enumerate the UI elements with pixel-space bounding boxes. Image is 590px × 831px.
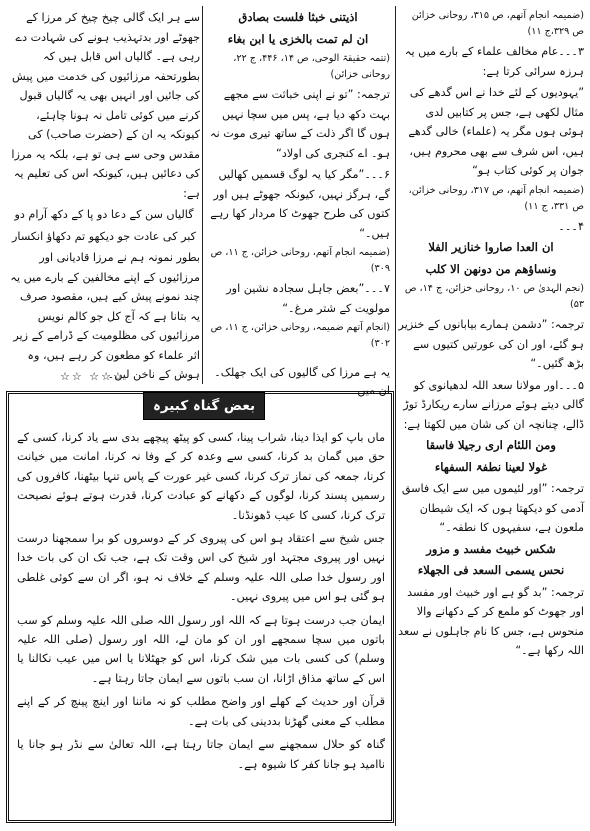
paragraph: جس شیخ سے اعتقاد ہو اس کی پیروی کر کے دوسروں کو برا سمجھنا درست نہیں اور پیروی مجتہد اور شیخ کی اس وقت تک ہے، جب تک ان کی بات خدا اور رسول خدا صلی اللہ علیہ وسلم کے خلاف نہ ہو، اگر ان سے کوئی غلطی ہو گئی ہو اس میں پیروی نہیں۔ xyxy=(17,532,385,604)
column-divider xyxy=(395,6,396,826)
reference: (نجم الہدیٰ ص ۱۰، روحانی خزائن، ج ۱۴، ص ۵۳) xyxy=(404,283,584,310)
left-column xyxy=(8,8,200,387)
paragraph: بطور نمونہ ہم نے مرزا قادیانی اور مرزائیوں کے اپنے مخالفین کے بارے میں یہ چند نمونے پیش کیے ہیں، مقصود صرف یہ بتانا ہے کہ آج کل جو کالم نویس مرزائیوں کی مظلومیت کے ڈرامے کے زیر اثر علماء کو مطعون کر رہے ہیں، وہ ہوش کے ناخن لیں۔ xyxy=(10,251,200,381)
star-divider: ☆☆ ☆☆☆ xyxy=(60,370,125,383)
paragraph: ۳۔۔۔عام مخالف علماء کے بارے میں یہ ہرزہ سرائی کرتا ہے: xyxy=(404,45,584,78)
arabic-verse: ان لم تمت بالخزی یا ابن بغاء xyxy=(227,31,369,46)
paragraph: ترجمہ: ”دشمن ہمارے بیابانوں کے خنزیر ہو گئے، اور ان کی عورتیں کتیوں سے بڑھ گئیں۔“ xyxy=(398,318,584,370)
paragraph: قرآن اور حدیث کے کھلے اور واضح مطلب کو نہ ماننا اور اینچ پینچ کر کے اپنے مطلب کے معنی گھڑنا بددینی کی بات ہے۔ xyxy=(17,695,385,728)
reference: (تتمہ حقیقۃ الوحی، ص ۱۴، ۴۴۶، ج ۲۲، روحانی خزائن) xyxy=(233,53,390,80)
box-body xyxy=(17,428,385,778)
paragraph: سے ہر ایک گالی چیخ چیخ کر مرزا کے جھوٹے اور بدتہذیب ہونے کی شہادت دے رہی ہے۔ گالیاں اس قابل ہیں کہ بطورتحفہ مرزائیوں کی خدمت میں پیش کی جائیں اور انہیں بھی یہ گالیاں قبول کرنے میں کوئی تامل نہ ہونا چاہئے، کیونکہ یہ ان کے (حضرت صاحب) کی مقدس وحی سے ہی تو ہے، بلکہ یہ مرزا کی دعائیں ہیں، کیونکہ اس کی تعلیم یہ ہے: xyxy=(11,11,200,200)
paragraph: ترجمہ: ”تو نے اپنی خباثت سے مجھے بہت دکھ دیا ہے، پس میں سچا نہیں ہوں گا اگر ذلت کے ساتھ تیری موت نہ ہو۔ اے کنجری کی اولاد“ xyxy=(210,88,390,160)
paragraph: ۷۔۔۔”بعض جاہل سجادہ نشین اور مولویت کے شتر مرغ۔“ xyxy=(226,282,390,315)
reference: (ضمیمہ انجام آتھم، روحانی خزائن، ج ۱۱، ص ۳۰۹) xyxy=(210,247,390,274)
box-title: بعض گناہ کبیرہ xyxy=(143,392,265,420)
poem-verse: گالیاں سن کے دعا دو پا کے دکھ آرام دو xyxy=(14,208,194,221)
arabic-verse: غولا لعینا نطفۃ السفھاء xyxy=(434,459,548,474)
paragraph: ”یہودیوں کے لئے خدا نے اس گدھے کی مثال لکھی ہے، جس پر کتابیں لدی ہوئی ہوں مگر یہ (علماء) خالی گدھے ہیں، اس شرف سے بھی محروم ہیں، جوان پر کوئی کتاب ہو“ xyxy=(408,86,584,177)
paragraph-lead: ۴۔۔۔ xyxy=(558,219,584,233)
column-divider xyxy=(202,6,203,384)
paragraph: ترجمہ: ”اور لئیموں میں سے ایک فاسق آدمی کو دیکھتا ہوں کہ ایک شیطان ملعون ہے، سفیہوں کا نطفہ۔“ xyxy=(401,482,584,534)
paragraph: ۵۔۔۔اور مولانا سعد اللہ لدھیانوی کو گالی دیتے ہوئے مرزانے سارے ریکارڈ توڑ ڈالے، چنانچہ ان کی شان میں لکھتا ہے: xyxy=(403,378,584,431)
reference: (ضمیمہ انجام آتھم، ص ۳۱۵، روحانی خزائن ص ۳۲۹،ج ۱۱) xyxy=(411,10,584,37)
arabic-verse: اذیتنی خبثا فلست بصادق xyxy=(238,10,358,24)
paragraph: ایمان جب درست ہوتا ہے کہ اللہ اور رسول اللہ صلی اللہ علیہ وسلم کو سب باتوں میں سچا سمجھے اور ان کو مان لے، اللہ اور رسول (صلی اللہ علیہ وسلم) کی کسی بات میں شک کرنا، اس کو جھٹلانا یا اس میں عیب نکالنا یا اس کے ساتھ مذاق اڑانا، ان سب باتوں سے ایمان جاتا رہتا ہے۔ xyxy=(17,613,385,685)
right-column xyxy=(398,8,584,663)
middle-column xyxy=(206,8,390,354)
paragraph: گناہ کو حلال سمجھنے سے ایمان جاتا رہتا ہے، اللہ تعالیٰ سے نڈر ہو جانا یا ناامید ہو جانا کفر کا شیوہ ہے۔ xyxy=(17,738,385,771)
arabic-verse: ومن اللئام اری رجیلا فاسقا xyxy=(426,438,556,452)
paragraph: ۶۔۔۔”مگر کیا یہ لوگ قسمیں کھالیں گے، ہرگز نہیں، کیونکہ جھوٹے ہیں اور کتوں کی طرح جھوٹ کا مردار کھا رہے ہیں۔“ xyxy=(210,168,390,240)
paragraph: ترجمہ: ”بد گو ہے اور خبیث اور مفسد اور جھوٹ کو ملمع کر کے دکھانے والا منحوس ہے، جس کا نام جاہلوں نے سعد اللہ رکھا ہے۔“ xyxy=(398,585,584,657)
reference: (ضمیمہ انجام آتھم، ص ۳۱۷، روحانی خزائن، ص ۳۳۱، ج ۱۱) xyxy=(408,184,584,212)
paragraph: ماں باپ کو ایذا دینا، شراب پینا، کسی کو پیٹھ پیچھے بدی سے یاد کرنا، کسی کے حق میں گمان بد کرنا، کسی سے وعدہ کر کے وفا نہ کرنا، امانت میں خیانت کرنا، جمعہ کی نماز ترک کرنا، کسی غیر عورت کے پاس تنہا بیٹھنا، کافروں کی رسمیں پسند کرنا، لوگوں کے دکھانے کو عبادت کرنا، قدرت ہوتے ہوئے نصیحت ترک کرنا، کسی کا عیب ڈھونڈنا۔ xyxy=(17,431,385,522)
arabic-verse: ونساؤھم من دونھن الا کلب xyxy=(425,261,557,276)
reference: (انجام آتھم ضمیمہ، روحانی خزائن، ج ۱۱، ص ۳۰۲) xyxy=(210,322,390,349)
arabic-verse: شکس خبیث مفسد و مزور xyxy=(426,541,556,556)
middle-column-tail: یہ ہے مرزا کی گالیوں کی ایک جھلک۔ ان میں xyxy=(214,366,390,397)
major-sins-box xyxy=(6,391,394,823)
poem-verse: کبر کی عادت جو دیکھو تم دکھاؤ انکسار xyxy=(12,229,196,243)
arabic-verse: نحس یسمی السعد فی الجھلاء xyxy=(417,563,565,577)
arabic-verse: ان العدا صاروا خنازیر الفلا xyxy=(428,240,554,254)
